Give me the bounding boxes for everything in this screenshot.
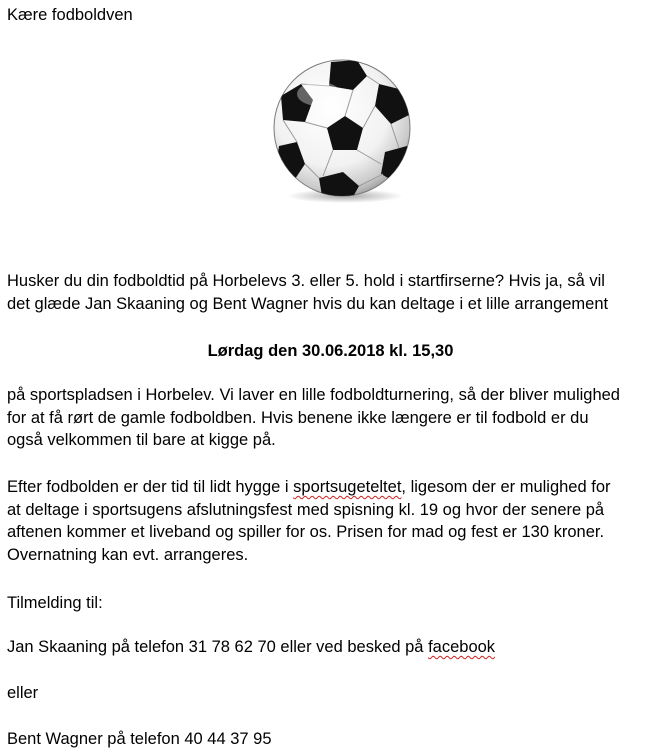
paragraph-line	[7, 476, 611, 499]
paragraph-location	[7, 384, 620, 452]
greeting: Kære fodboldven	[7, 6, 133, 24]
paragraph-intro	[7, 270, 608, 315]
paragraph-party	[7, 476, 611, 566]
contact-jan	[7, 636, 495, 659]
paragraph-line: for at få rørt de gamle fodboldben. Hvis benene ikke længere er til fodbold er du	[7, 408, 589, 427]
paragraph-text: , ligesom der er mulighed for	[401, 478, 611, 496]
contact-bent: Bent Wagner på telefon 40 44 37 95	[7, 730, 272, 748]
paragraph-line: at deltage i sportsugens afslutningsfest med spisning kl. 19 og hvor der senere på	[7, 500, 605, 519]
paragraph-text: Efter fodbolden er der tid til lidt hygge i	[7, 478, 294, 496]
contact-text: Jan Skaaning på telefon 31 78 62 70 eller ved besked på	[7, 638, 429, 656]
paragraph-line: Overnatning kan evt. arrangeres.	[7, 545, 249, 564]
signup-heading: Tilmelding til:	[7, 594, 103, 612]
event-date: Lørdag den 30.06.2018 kl. 15,30	[207, 342, 454, 360]
or-text: eller	[7, 684, 39, 702]
paragraph-line: Husker du din fodboldtid på Horbelevs 3. eller 5. hold i startfirserne? Hvis ja, så vil	[7, 272, 605, 290]
paragraph-line: aftenen kommer et liveband og spiller for os. Prisen for mad og fest er 130 kroner.	[7, 523, 605, 541]
misspelled-word: sportsugeteltet	[293, 478, 402, 496]
paragraph-line: også velkommen til bare at kigge på.	[7, 431, 276, 449]
paragraph-line: på sportspladsen i Horbelev. Vi laver en lille fodboldturnering, så der bliver mulighed	[7, 386, 620, 404]
misspelled-word: facebook	[428, 638, 496, 656]
paragraph-line: det glæde Jan Skaaning og Bent Wagner hvis du kan deltage i et lille arrangement	[7, 294, 609, 313]
soccer-ball-icon	[267, 54, 417, 204]
